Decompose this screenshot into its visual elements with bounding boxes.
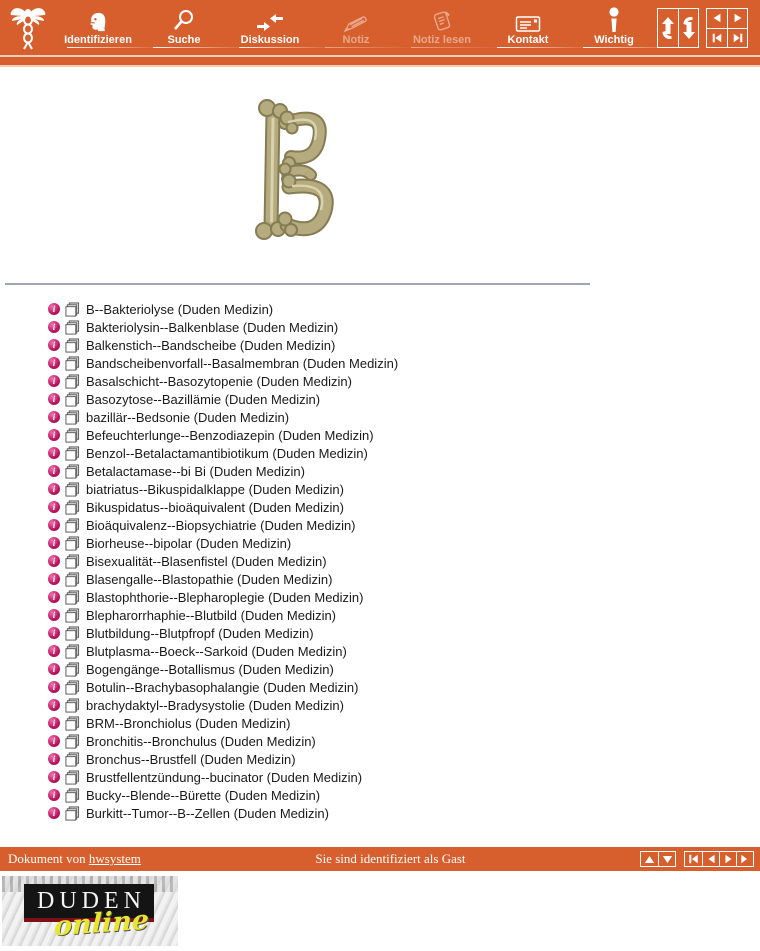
list-item[interactable]	[48, 354, 760, 372]
list-item[interactable]	[48, 336, 760, 354]
document-list	[48, 300, 760, 822]
list-item-label: Basalschicht--Basozytopenie (Duden Medizin)	[86, 373, 352, 389]
document-stack-icon	[65, 644, 80, 659]
list-item-label: Blepharorrhaphie--Blutbild (Duden Medizin)	[86, 607, 337, 623]
magnifier-icon	[172, 7, 196, 33]
list-item[interactable]	[48, 408, 760, 426]
document-stack-icon	[65, 662, 80, 677]
list-item-label: Bucky--Blende--Bürette (Duden Medizin)	[86, 787, 321, 803]
list-item-label: Bandscheibenvorfall--Basalmembran (Duden Medizin)	[86, 355, 399, 371]
list-item-label: biatriatus--Bikuspidalklappe (Duden Medizin)	[86, 481, 344, 497]
info-icon[interactable]: i	[48, 393, 60, 405]
first-icon[interactable]	[685, 852, 702, 866]
prev-icon[interactable]	[702, 852, 719, 866]
list-item[interactable]	[48, 498, 760, 516]
identity-status: Sie sind identifiziert als Gast	[315, 851, 466, 866]
toolbar-item-label: Notiz lesen	[412, 34, 472, 46]
list-item-label: brachydaktyl--Bradysystolie (Duden Medizin)	[86, 697, 344, 713]
document-stack-icon	[65, 374, 80, 389]
info-icon[interactable]: i	[48, 699, 60, 711]
first-icon[interactable]	[707, 28, 727, 47]
info-icon[interactable]: i	[48, 645, 60, 657]
info-icon[interactable]: i	[48, 591, 60, 603]
toolbar-item-label: Wichtig	[594, 34, 634, 46]
document-stack-icon	[65, 698, 80, 713]
list-item[interactable]	[48, 588, 760, 606]
list-item[interactable]	[48, 768, 760, 786]
list-item-label: Befeuchterlunge--Benzodiazepin (Duden Medizin)	[86, 427, 374, 443]
list-item-label: Botulin--Brachybasophalangie (Duden Medizin)	[86, 679, 359, 695]
document-stack-icon	[65, 788, 80, 803]
list-item[interactable]	[48, 786, 760, 804]
toolbar-item-kontakt[interactable]	[485, 0, 571, 55]
toolbar-item-label: Notiz	[342, 34, 370, 46]
info-icon[interactable]: i	[48, 717, 60, 729]
document-source	[0, 851, 141, 867]
list-item[interactable]	[48, 660, 760, 678]
document-stack-icon	[65, 806, 80, 821]
list-item-label: Balkenstich--Bandscheibe (Duden Medizin)	[86, 337, 336, 353]
info-icon[interactable]: i	[48, 609, 60, 621]
list-item-label: Bronchus--Brustfell (Duden Medizin)	[86, 751, 296, 767]
list-item-label: B--Bakteriolyse (Duden Medizin)	[86, 301, 274, 317]
info-icon[interactable]: i	[48, 735, 60, 747]
toolbar-underline	[583, 47, 677, 48]
dropcap-image-b	[0, 95, 585, 245]
toolbar-stripe	[0, 55, 760, 67]
list-item-label: Benzol--Betalactamantibiotikum (Duden Medizin)	[86, 445, 368, 461]
list-item-label: Burkitt--Tumor--B--Zellen (Duden Medizin)	[86, 805, 329, 821]
info-icon[interactable]: i	[48, 555, 60, 567]
document-stack-icon	[65, 482, 80, 497]
prev-icon[interactable]	[707, 9, 727, 28]
status-bar	[0, 847, 760, 871]
info-icon[interactable]: i	[48, 753, 60, 765]
pencil-icon	[342, 7, 370, 33]
list-item-label: BRM--Bronchiolus (Duden Medizin)	[86, 715, 291, 731]
logo-subtitle: online	[53, 904, 150, 943]
exclamation-icon	[608, 7, 620, 33]
list-item[interactable]	[48, 624, 760, 642]
last-icon[interactable]	[727, 28, 747, 47]
list-item-label: Blutplasma--Boeck--Sarkoid (Duden Medizin)	[86, 643, 347, 659]
toolbar-item-label: Diskussion	[240, 34, 300, 46]
info-icon[interactable]: i	[48, 681, 60, 693]
list-item-label: Bioäquivalenz--Biopsychiatrie (Duden Medizin)	[86, 517, 356, 533]
page-nav-group	[706, 8, 748, 48]
list-item[interactable]	[48, 516, 760, 534]
document-stack-icon	[65, 626, 80, 641]
toolbar-item-diskussion[interactable]	[227, 0, 313, 55]
list-item-label: bazillär--Bedsonie (Duden Medizin)	[86, 409, 290, 425]
info-icon[interactable]: i	[48, 501, 60, 513]
info-icon[interactable]: i	[48, 663, 60, 675]
list-item[interactable]	[48, 300, 760, 318]
list-item[interactable]	[48, 678, 760, 696]
list-item-label: Bakteriolysin--Balkenblase (Duden Medizin)	[86, 319, 339, 335]
arrows-exchange-icon	[255, 7, 285, 33]
document-stack-icon	[65, 680, 80, 695]
toolbar-item-wichtig[interactable]	[571, 0, 657, 55]
toolbar-items	[55, 0, 657, 55]
document-stack-icon	[65, 320, 80, 335]
list-item[interactable]	[48, 552, 760, 570]
list-item-label: Bronchitis--Bronchulus (Duden Medizin)	[86, 733, 316, 749]
updown-group	[640, 851, 676, 867]
list-item[interactable]	[48, 714, 760, 732]
list-item-label: Brustfellentzündung--bucinator (Duden Medizin)	[86, 769, 363, 785]
toolbar-item-label: Identifizieren	[64, 34, 132, 46]
envelope-icon	[515, 7, 541, 33]
duden-online-logo[interactable]	[2, 876, 178, 946]
list-item[interactable]	[48, 570, 760, 588]
toolbar-item-label: Suche	[167, 34, 201, 46]
list-item-label: Betalactamase--bi Bi (Duden Medizin)	[86, 463, 305, 479]
document-stack-icon	[65, 752, 80, 767]
document-stack-icon	[65, 464, 80, 479]
document-stack-icon	[65, 500, 80, 515]
list-item[interactable]	[48, 534, 760, 552]
document-stack-icon	[65, 392, 80, 407]
logo-title: DUDEN	[37, 887, 146, 914]
document-stack-icon	[65, 428, 80, 443]
scroll-button-group	[657, 8, 699, 48]
list-item[interactable]	[48, 606, 760, 624]
list-item[interactable]	[48, 732, 760, 750]
info-icon[interactable]: i	[48, 411, 60, 423]
toolbar-item-label: Kontakt	[507, 34, 549, 46]
next-icon[interactable]	[719, 852, 736, 866]
toolbar-item-identifizieren[interactable]	[55, 0, 141, 55]
list-item-label: Bisexualität--Blasenfistel (Duden Medizin)	[86, 553, 327, 569]
status-bar-nav	[640, 851, 760, 867]
list-item-label: Bogengänge--Botallismus (Duden Medizin)	[86, 661, 334, 677]
toolbar-item-suche[interactable]	[141, 0, 227, 55]
info-icon[interactable]: i	[48, 627, 60, 639]
document-stack-icon	[65, 572, 80, 587]
document-stack-icon	[65, 554, 80, 569]
document-stack-icon	[65, 338, 80, 353]
document-stack-icon	[65, 518, 80, 533]
document-stack-icon	[65, 590, 80, 605]
info-icon[interactable]: i	[48, 465, 60, 477]
firstprev-nextlast-group	[684, 851, 754, 867]
info-icon[interactable]: i	[48, 429, 60, 441]
list-item-label: Basozytose--Bazillämie (Duden Medizin)	[86, 391, 321, 407]
hwsystem-link[interactable]: hwsystem	[88, 851, 141, 866]
info-icon[interactable]: i	[48, 789, 60, 801]
document-stack-icon	[65, 608, 80, 623]
info-icon[interactable]: i	[48, 573, 60, 585]
toolbar	[0, 0, 760, 55]
document-stack-icon	[65, 302, 80, 317]
list-item[interactable]	[48, 444, 760, 462]
info-icon[interactable]: i	[48, 321, 60, 333]
info-icon[interactable]: i	[48, 483, 60, 495]
toolbar-item-notiz[interactable]	[313, 0, 399, 55]
list-item-label: Biorheuse--bipolar (Duden Medizin)	[86, 535, 292, 551]
caduceus-icon	[0, 0, 55, 55]
up-icon[interactable]	[641, 852, 658, 866]
list-item[interactable]	[48, 372, 760, 390]
list-item[interactable]	[48, 750, 760, 768]
next-icon[interactable]	[727, 9, 747, 28]
info-icon[interactable]: i	[48, 303, 60, 315]
document-stack-icon	[65, 770, 80, 785]
list-item[interactable]	[48, 390, 760, 408]
list-item[interactable]	[48, 642, 760, 660]
list-item-label: Blasengalle--Blastopathie (Duden Medizin)	[86, 571, 333, 587]
document-stack-icon	[65, 734, 80, 749]
list-item[interactable]	[48, 480, 760, 498]
person-icon	[87, 7, 109, 33]
info-icon[interactable]: i	[48, 537, 60, 549]
document-stack-icon	[65, 446, 80, 461]
last-icon[interactable]	[736, 852, 753, 866]
document-stack-icon	[65, 536, 80, 551]
info-icon[interactable]: i	[48, 771, 60, 783]
note-read-icon	[430, 7, 454, 33]
divider-rule	[5, 283, 590, 285]
scroll-down-icon[interactable]	[678, 9, 698, 47]
list-item-label: Blutbildung--Blutpfropf (Duden Medizin)	[86, 625, 314, 641]
list-item[interactable]	[48, 318, 760, 336]
info-icon[interactable]: i	[48, 807, 60, 819]
scroll-up-icon[interactable]	[658, 9, 678, 47]
list-item-label: Blastophthorie--Blepharoplegie (Duden Medizin)	[86, 589, 364, 605]
list-item[interactable]	[48, 804, 760, 822]
info-icon[interactable]: i	[48, 339, 60, 351]
list-item[interactable]	[48, 462, 760, 480]
info-icon[interactable]: i	[48, 447, 60, 459]
down-icon[interactable]	[658, 852, 675, 866]
info-icon[interactable]: i	[48, 357, 60, 369]
document-stack-icon	[65, 716, 80, 731]
list-item-label: Bikuspidatus--bioäquivalent (Duden Medizin)	[86, 499, 344, 515]
document-stack-icon	[65, 410, 80, 425]
list-item[interactable]	[48, 426, 760, 444]
document-source-prefix: Dokument von	[8, 851, 89, 866]
info-icon[interactable]: i	[48, 375, 60, 387]
info-icon[interactable]: i	[48, 519, 60, 531]
document-stack-icon	[65, 356, 80, 371]
toolbar-item-notiz-lesen[interactable]	[399, 0, 485, 55]
list-item[interactable]	[48, 696, 760, 714]
